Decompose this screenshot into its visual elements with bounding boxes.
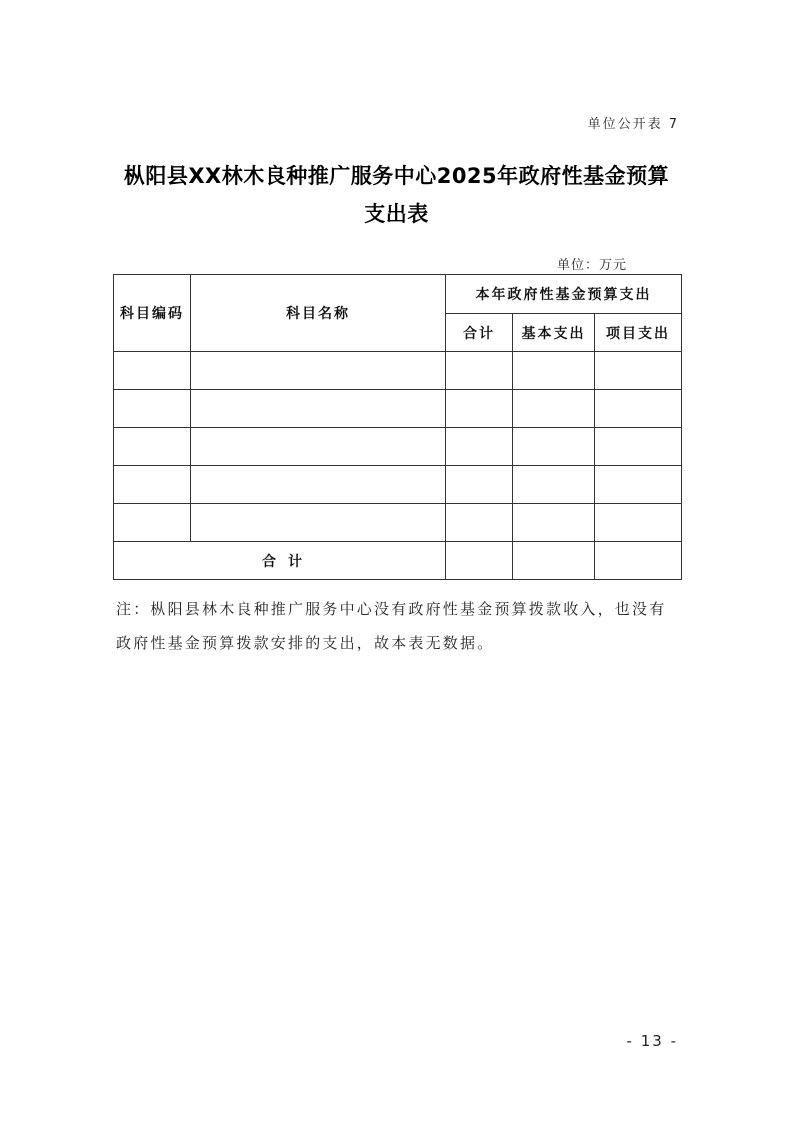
cell-total [446,428,513,466]
cell-code [114,466,191,504]
cell-project-sum [595,542,682,580]
cell-name [191,390,446,428]
table-row [114,466,682,504]
cell-total [446,466,513,504]
column-header-name: 科目名称 [191,275,446,352]
column-header-project: 项目支出 [595,314,682,352]
cell-total [446,390,513,428]
title-line-2: 支出表 [364,202,429,226]
cell-total [446,352,513,390]
page-title [100,157,693,233]
cell-project [595,352,682,390]
cell-project [595,390,682,428]
cell-name [191,352,446,390]
column-header-basic: 基本支出 [513,314,595,352]
cell-total-sum [446,542,513,580]
table-row [114,504,682,542]
cell-project [595,428,682,466]
table-header-row [114,275,682,314]
cell-basic [513,466,595,504]
cell-total [446,504,513,542]
column-group-header: 本年政府性基金预算支出 [446,275,682,314]
cell-name [191,504,446,542]
cell-name [191,428,446,466]
total-label: 合计 [114,542,446,580]
cell-project [595,504,682,542]
table-row [114,428,682,466]
cell-project [595,466,682,504]
column-header-total: 合计 [446,314,513,352]
cell-code [114,428,191,466]
page-number: - 13 - [626,1032,678,1050]
column-header-code: 科目编码 [114,275,191,352]
table-row [114,352,682,390]
cell-basic [513,390,595,428]
cell-basic [513,428,595,466]
cell-code [114,352,191,390]
table-total-row [114,542,682,580]
unit-label: 单位：万元 [556,258,627,273]
title-line-1: 枞阳县XX林木良种推广服务中心2025年政府性基金预算 [123,164,670,188]
budget-table [113,274,682,580]
cell-basic [513,352,595,390]
table-row [114,390,682,428]
footnote: 注：枞阳县林木良种推广服务中心没有政府性基金预算拨款收入，也没有政府性基金预算拨款安排的支出，故本表无数据。 [116,600,667,652]
cell-name [191,466,446,504]
cell-code [114,390,191,428]
cell-basic [513,504,595,542]
table-number-label: 单位公开表 7 [587,117,679,132]
cell-basic-sum [513,542,595,580]
cell-code [114,504,191,542]
